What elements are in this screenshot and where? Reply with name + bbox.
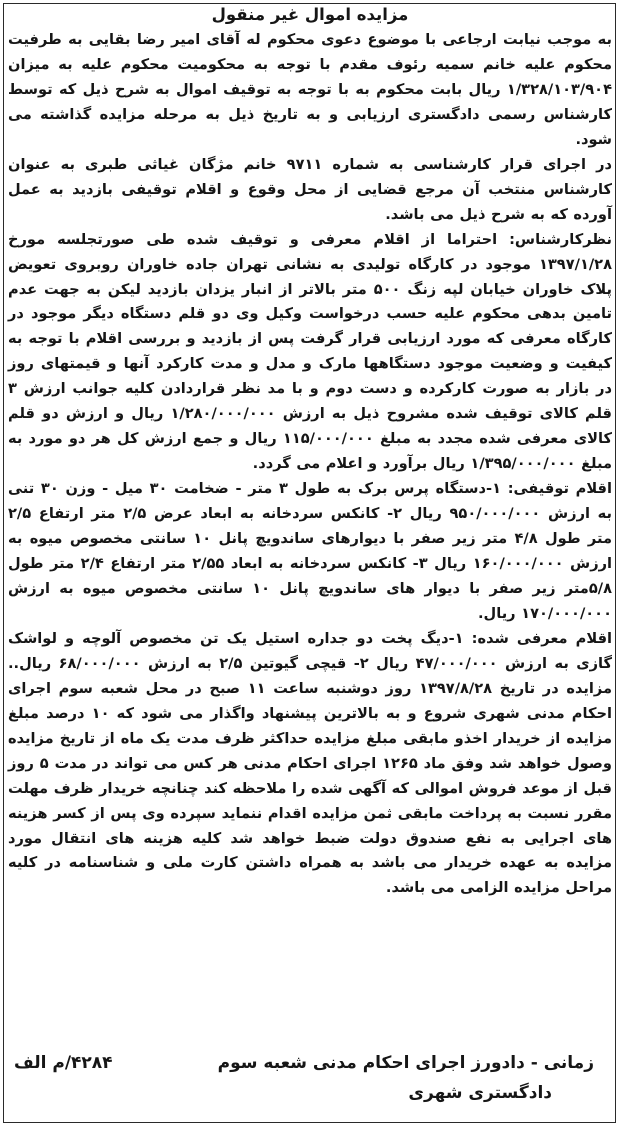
paragraph-expert-order: در اجرای قرار کارشناسی به شماره ۹۷۱۱ خانم مژگان غیاثی طبری به عنوان کارشناس منتخب آن مرجع قضایی از محل وقوع و اقلام توقیفی بازدید به عمل آورده که به شرح ذیل می باشد. (8, 155, 612, 223)
signature-block (12, 1050, 610, 1120)
paragraph-intro: به موجب نیابت ارجاعی با موضوع دعوی محکوم له آقای امیر رضا بقایی به طرفیت محکوم علیه خانم سمیه رئوف مقدم با توجه به محکومیت محکوم علیه به میزان ۱/۳۲۸/۱۰۳/۹۰۴ ریال بابت محکوم به با توجه به توقیف اموال به شرح ذیل که توسط کارشناس رسمی دادگستری ارزیابی و به تاریخ ذیل به مرحله مزایده گذاشته می شود. (8, 31, 612, 148)
signature-officer: زمانی - دادورز اجرای احکام مدنی شعبه سوم (217, 1053, 594, 1073)
auction-notice (8, 4, 612, 901)
notice-title: مزایده اموال غیر منقول (211, 5, 409, 24)
paragraph-expert-opinion: نظرکارشناس: احتراما از اقلام معرفی و توقیف شده طی صورتجلسه مورخ ۱۳۹۷/۱/۲۸ موجود در کارگاه تولیدی به نشانی تهران جاده خاوران روبروی تعویض پلاک خاوران خیابان لپه زنگ ۵۰۰ متر بالاتر از انبار یزدان بازدید لیکن به جهت عدم تامین بدهی محکوم علیه حسب درخواست وکیل وی دو قلم دستگاه دیگر موجود در کارگاه معرفی که مورد ارزیابی قرار گرفت پس از بازدید و بررسی اقلام با توجه به کیفیت و وضعیت موجود دستگاهها مارک و مدل و مدت کارکرد آنها و قیمتهای روز در بازار به صورت کارکرده و دست دوم و با مد نظر قراردادن کلیه جوانب ارزش ۳ قلم کالای توقیف شده مشروح ذیل به ارزش ۱/۲۸۰/۰۰۰/۰۰۰ ریال و ارزش دو قلم کالای معرفی شده مجدد به مبلغ ۱۱۵/۰۰۰/۰۰۰ ریال و جمع ارزش کل هر دو مورد به مبلغ ۱/۳۹۵/۰۰۰/۰۰۰ ریال برآورد و اعلام می گردد. (8, 230, 613, 473)
signature-court: دادگستری شهری (408, 1083, 552, 1103)
paragraph-seized-items: اقلام توقیفی: ۱-دستگاه پرس برک به طول ۳ متر - ضخامت ۳۰ میل - وزن ۳۰ تنی به ارزش ۹۵۰/۰۰۰/۰۰۰ ریال ۲- کانکس سردخانه به ابعاد عرض ۲/۵ متر ارتفاع ۲/۵ متر طول ۴/۸ متر زیر صفر با دیوارهای ساندویچ پانل ۱۰ سانتی مخصوص میوه به ارزش ۱۶۰/۰۰۰/۰۰۰ ریال ۳- کانکس سردخانه به ابعاد ۲/۵۵ متر ارتفاع ۲/۴ متر طول ۵/۸متر زیر صفر با دیوار های ساندویچ پانل ۱۰ سانتی مخصوص میوه به ارزش ۱۷۰/۰۰۰/۰۰۰ ریال. (8, 480, 613, 622)
notice-code: ۴۲۸۴/م الف (14, 1053, 113, 1073)
paragraph-introduced-items: اقلام معرفی شده: ۱-دیگ پخت دو جداره استیل یک تن مخصوص آلوچه و لواشک گازی به ارزش ۴۷/۰۰۰/۰۰۰ ریال ۲- قیچی گیوتین ۲/۵ به ارزش ۶۸/۰۰۰/۰۰۰ ریال.. مزایده در تاریخ ۱۳۹۷/۸/۲۸ روز دوشنبه ساعت ۱۱ صبح در محل شعبه سوم اجرای احکام مدنی شهری شروع و به بالاترین پیشنهاد واگذار می شود که ۱۰ درصد مبلغ مزایده از خریدار اخذو مابقی مبلغ مزایده حداکثر ظرف مدت یک ماه از تاریخ مزایده وصول خواهد شد وفق ماد ۱۲۶۵ اجرای احکام مدنی هر کس می تواند در مدت ۵ روز قبل از موعد فروش اموالی که آگهی شده را ملاحظه کند چنانچه خریدار ظرف مهلت مقرر نسبت به پرداخت مابقی ثمن مزایده اقدام ننماید سپرده وی پس از کسر هزینه های اجرایی به نفع صندوق دولت ضبط خواهد شد کلیه هزینه های انتقال مورد مزایده به عهده خریدار می باشد به همراه داشتن کارت ملی و شناسنامه در کلیه مراحل مزایده الزامی می باشد. (8, 629, 613, 897)
